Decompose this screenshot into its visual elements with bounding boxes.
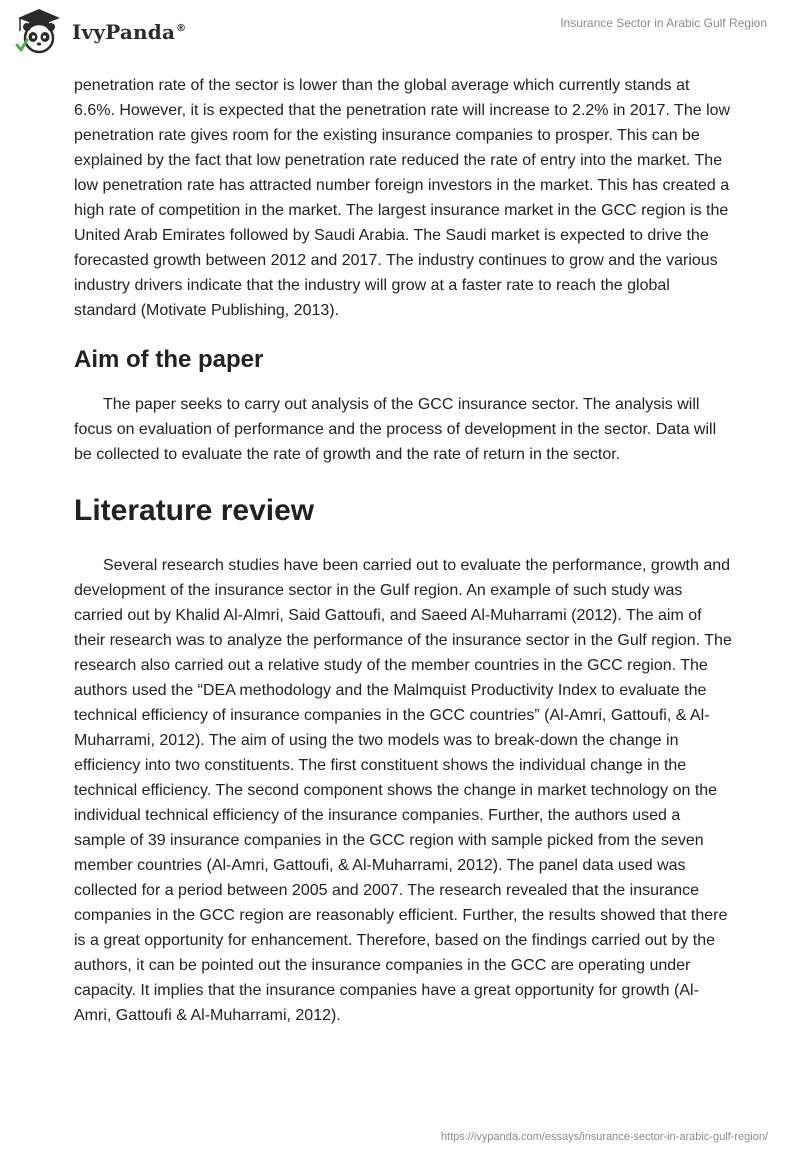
brand-name <box>72 20 186 44</box>
aim-paragraph: The paper seeks to carry out analysis of the GCC insurance sector. The analysis will focus on evaluation of performance and the process of development in the sector. Data will be collected to evaluate the rate of growth and the rate of return in the sector. <box>74 396 717 463</box>
document-title: Insurance Sector in Arabic Gulf Region <box>560 16 767 30</box>
registered-mark: ® <box>176 23 187 35</box>
brand-name-text: IvyPanda <box>72 20 176 44</box>
ivypanda-logo[interactable] <box>14 6 186 58</box>
source-url[interactable]: https://ivypanda.com/essays/insurance-sector-in-arabic-gulf-region/ <box>440 1131 768 1143</box>
section-heading-literature: Literature review <box>74 494 315 527</box>
page-header <box>0 0 800 66</box>
intro-paragraph: penetration rate of the sector is lower than the global average which currently stands at 6.6%. However, it is expected that the penetration rate will increase to 2.2% in 2017. The low penetration rate gives room for the existing insurance companies to prosper. This can be explained by the fact that low penetration rate reduced the rate of entry into the market. The low penetration rate has attracted number foreign investors in the market. This has created a high rate of competition in the market. The largest insurance market in the GCC region is the United Arab Emirates followed by Saudi Arabia. The Saudi market is expected to drive the forecasted growth between 2012 and 2017. The industry continues to grow and the various industry drivers indicate that the industry will grow at a faster rate to reach the global standard (Motivate Publishing, 2013). <box>74 77 731 319</box>
panda-graduate-icon <box>14 7 64 57</box>
article-body <box>74 73 734 1028</box>
literature-paragraph: Several research studies have been carried out to evaluate the performance, growth and development of the insurance sector in the Gulf region. An example of such study was carried out by Khalid Al-Almri, Said Gattoufi, and Saeed Al-Muharrami (2012). The aim of their research was to analyze the performance of the insurance sector in the Gulf region. The research also carried out a relative study of the member countries in the GCC region. The authors used the “DEA methodology and the Malmquist Productivity Index to evaluate the technical efficiency of insurance companies in the GCC countries” (Al-Amri, Gattoufi, & Al-Muharrami, 2012). The aim of using the two models was to break-down the change in efficiency into two constituents. The first constituent shows the individual change in the technical efficiency. The second component shows the change in market technology on the individual technical efficiency of the insurance companies. Further, the authors used a sample of 39 insurance companies in the GCC region with sample picked from the seven member countries (Al-Amri, Gattoufi, & Al-Muharrami, 2012). The panel data used was collected for a period between 2005 and 2007. The research revealed that the insurance companies in the GCC region are reasonably efficient. Further, the results showed that there is a great opportunity for enhancement. Therefore, based on the findings carried out by the authors, it can be pointed out the insurance companies in the GCC are operating under capacity. It implies that the insurance companies have a great opportunity for growth (Al-Amri, Gattoufi & Al-Muharrami, 2012). <box>74 557 732 1024</box>
section-heading-aim: Aim of the paper <box>74 346 264 373</box>
